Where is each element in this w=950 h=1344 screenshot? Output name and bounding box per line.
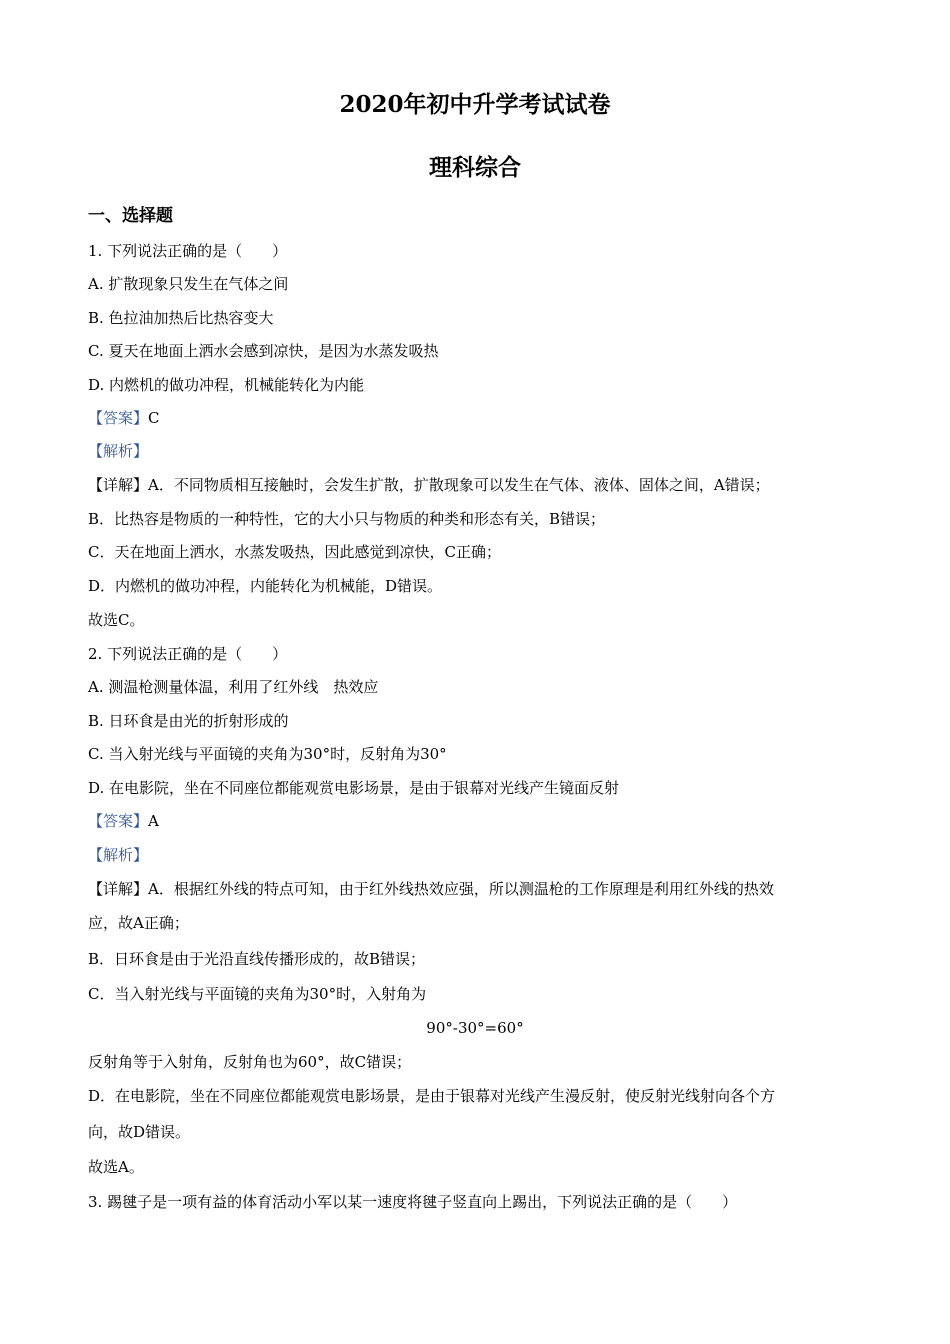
question-1-analysis-tag: 【解析】 <box>88 442 149 460</box>
question-2-option-c: C. 当入射光线与平面镜的夹角为30°时，反射角为30° <box>88 745 447 763</box>
question-2-option-d: D. 在电影院，坐在不同座位都能观赏电影场景，是由于银幕对光线产生镜面反射 <box>88 779 620 797</box>
question-1-detail-1: 【详解】A．不同物质相互接触时，会发生扩散，扩散现象可以发生在气体、液体、固体之间，A错误； <box>88 476 770 494</box>
question-2-option-b: B. 日环食是由光的折射形成的 <box>88 712 289 730</box>
answer-tag: 【答案】 <box>88 409 149 427</box>
question-1-stem: 1. 下列说法正确的是（ ） <box>88 242 288 260</box>
question-2-detail-4: D．在电影院，坐在不同座位都能观赏电影场景，是由于银幕对光线产生漫反射，使反射光线射向各个方 <box>88 1087 776 1105</box>
answer-value: C <box>148 409 160 427</box>
question-1-detail-3: C．天在地面上洒水，水蒸发吸热，因此感觉到凉快，C正确； <box>88 543 501 561</box>
question-2-detail-1-cont: 应，故A正确； <box>88 914 189 932</box>
question-2-answer <box>88 810 159 832</box>
answer-value: A <box>148 812 159 830</box>
question-1-option-c: C. 夏天在地面上洒水会感到凉快，是因为水蒸发吸热 <box>88 342 439 360</box>
question-1-detail-4: D．内燃机的做功冲程，内能转化为机械能，D错误。 <box>88 577 443 595</box>
question-2-equation: 90°-30°=60° <box>426 1019 524 1037</box>
page-title: 2020年初中升学考试试卷 <box>339 91 611 118</box>
answer-tag: 【答案】 <box>88 812 149 830</box>
question-1-detail-2: B．比热容是物质的一种特性，它的大小只与物质的种类和形态有关，B错误； <box>88 510 606 528</box>
question-2-detail-1: 【详解】A．根据红外线的特点可知，由于红外线热效应强，所以测温枪的工作原理是利用红外线的热效 <box>88 880 774 898</box>
question-2-analysis-tag: 【解析】 <box>88 846 149 864</box>
question-1-option-b: B. 色拉油加热后比热容变大 <box>88 309 274 327</box>
page-subtitle: 理科综合 <box>429 154 521 181</box>
question-2-detail-4-cont: 向，故D错误。 <box>88 1123 191 1141</box>
question-2-conclusion: 故选A。 <box>88 1158 144 1176</box>
question-2-stem: 2. 下列说法正确的是（ ） <box>88 645 288 663</box>
question-2-option-a: A. 测温枪测量体温，利用了红外线 热效应 <box>88 678 379 696</box>
question-1-option-d: D. 内燃机的做功冲程，机械能转化为内能 <box>88 376 365 394</box>
question-1-conclusion: 故选C。 <box>88 611 145 629</box>
question-2-detail-3-cont: 反射角等于入射角，反射角也为60°，故C错误； <box>88 1053 412 1071</box>
question-2-detail-3: C．当入射光线与平面镜的夹角为30°时，入射角为 <box>88 985 427 1003</box>
question-1-option-a: A. 扩散现象只发生在气体之间 <box>88 275 289 293</box>
question-2-detail-2: B．日环食是由于光沿直线传播形成的，故B错误； <box>88 950 426 968</box>
section-heading: 一、选择题 <box>88 206 173 226</box>
question-3-stem: 3. 踢毽子是一项有益的体育活动小军以某一速度将毽子竖直向上踢出，下列说法正确的是（ ） <box>88 1193 738 1211</box>
question-1-answer <box>88 407 160 429</box>
